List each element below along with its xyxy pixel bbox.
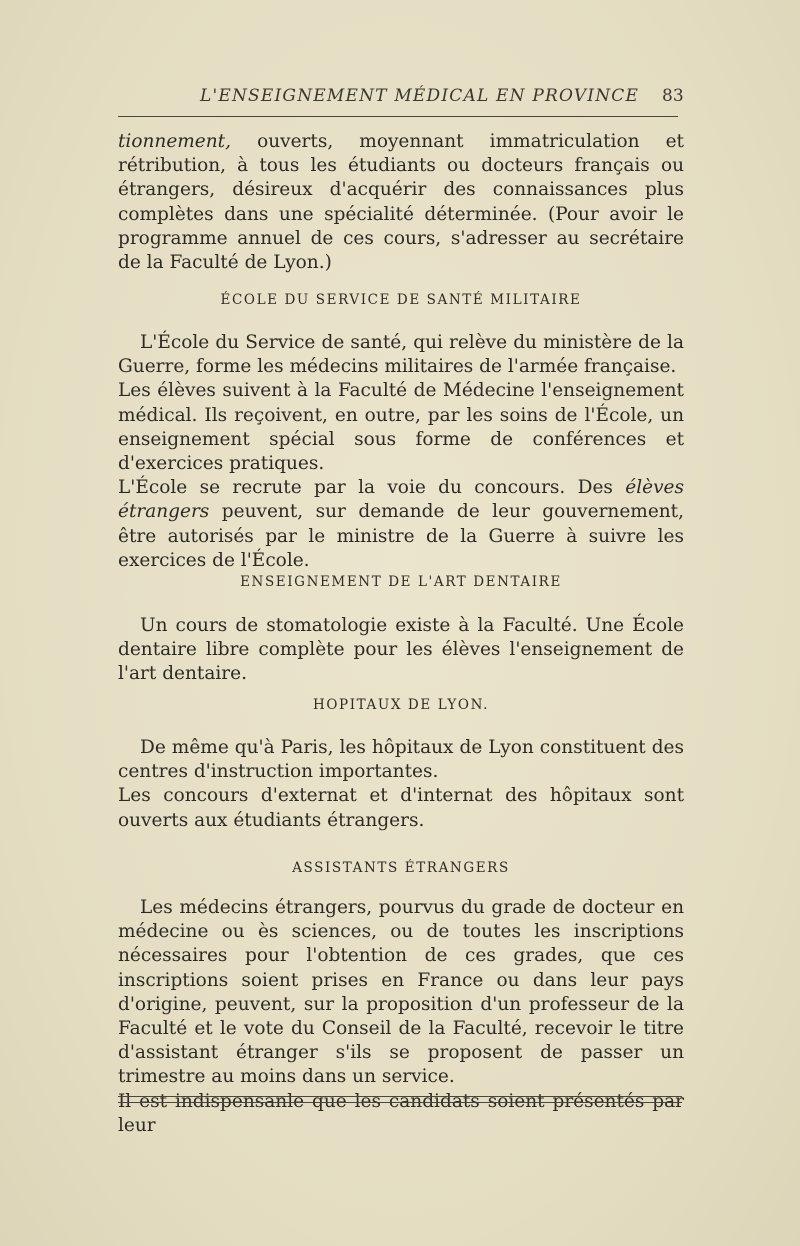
sante-militaire-p3: [118, 476, 684, 573]
sante-militaire-p1: L'École du Service de santé, qui relève du ministère de la Guerre, forme les médecins militaires de l'armée française.: [118, 332, 684, 378]
assistants-p2: Il est indispensanle que les candidats soient présentés par leur: [118, 1090, 684, 1136]
heading-sante-militaire: ÉCOLE DU SERVICE DE SANTÉ MILITAIRE: [220, 292, 582, 308]
header-rule: [118, 116, 678, 117]
sante-militaire-p3-after: peuvent, sur demande de leur gouvernement, être autorisés par le ministre de la Guerre à suivre les exercices de l'École.: [118, 501, 684, 571]
hopitaux-p1: De même qu'à Paris, les hôpitaux de Lyon constituent des centres d'instruction importantes.: [118, 737, 684, 783]
section-sante-militaire: [118, 331, 684, 573]
running-title: L'ENSEIGNEMENT MÉDICAL EN PROVINCE: [200, 86, 640, 106]
art-dentaire-p1: Un cours de stomatologie existe à la Faculté. Une École dentaire libre complète pour les élèves l'enseignement de l'art dentaire.: [118, 615, 684, 685]
section-hopitaux: [118, 736, 684, 833]
sante-militaire-p3-before: L'École se recrute par la voie du concours. Des: [118, 477, 626, 499]
section-art-dentaire: [118, 614, 684, 687]
heading-art-dentaire: ENSEIGNEMENT DE L'ART DENTAIRE: [240, 574, 562, 590]
intro-first-word: tionnement,: [118, 131, 231, 152]
page-number: 83: [662, 86, 684, 106]
assistants-p1: Les médecins étrangers, pourvus du grade de docteur en médecine ou ès sciences, ou de toutes les inscriptions nécessaires pour l'obtention de ces grades, que ces inscriptions soient prises en France ou dans leur pays d'origine, peuvent, sur la proposition d'un professeur de la Faculté et le vote du Conseil de la Faculté, recevoir le titre d'assistant étranger s'ils se proposent de passer un trimestre au moins dans un service.: [118, 897, 684, 1088]
hopitaux-p2: Les concours d'externat et d'internat des hôpitaux sont ouverts aux étudiants étrangers.: [118, 785, 684, 831]
footer-rule-double: [118, 1102, 682, 1103]
footer-rule: [118, 1096, 682, 1097]
sante-militaire-p2: Les élèves suivent à la Faculté de Médecine l'enseignement médical. Ils reçoivent, en outre, par les soins de l'École, un enseignement spécial sous forme de conférences et d'exercices pratiques.: [118, 380, 684, 475]
heading-hopitaux: HOPITAUX DE LYON.: [312, 697, 490, 713]
heading-assistants: ASSISTANTS ÉTRANGERS: [292, 860, 510, 876]
sante-militaire-p3-emph: élèves étrangers: [118, 477, 684, 523]
intro-paragraph: [118, 130, 684, 275]
intro-continuation: ouverts, moyennant immatriculation et rétribution, à tous les étudiants ou docteurs français ou étrangers, désireux d'acquérir des connaissances plus complètes dans une spécialité déterminée. (Pour avoir le programme annuel de ces cours, s'adresser au secrétaire de la Faculté de Lyon.): [118, 131, 684, 274]
